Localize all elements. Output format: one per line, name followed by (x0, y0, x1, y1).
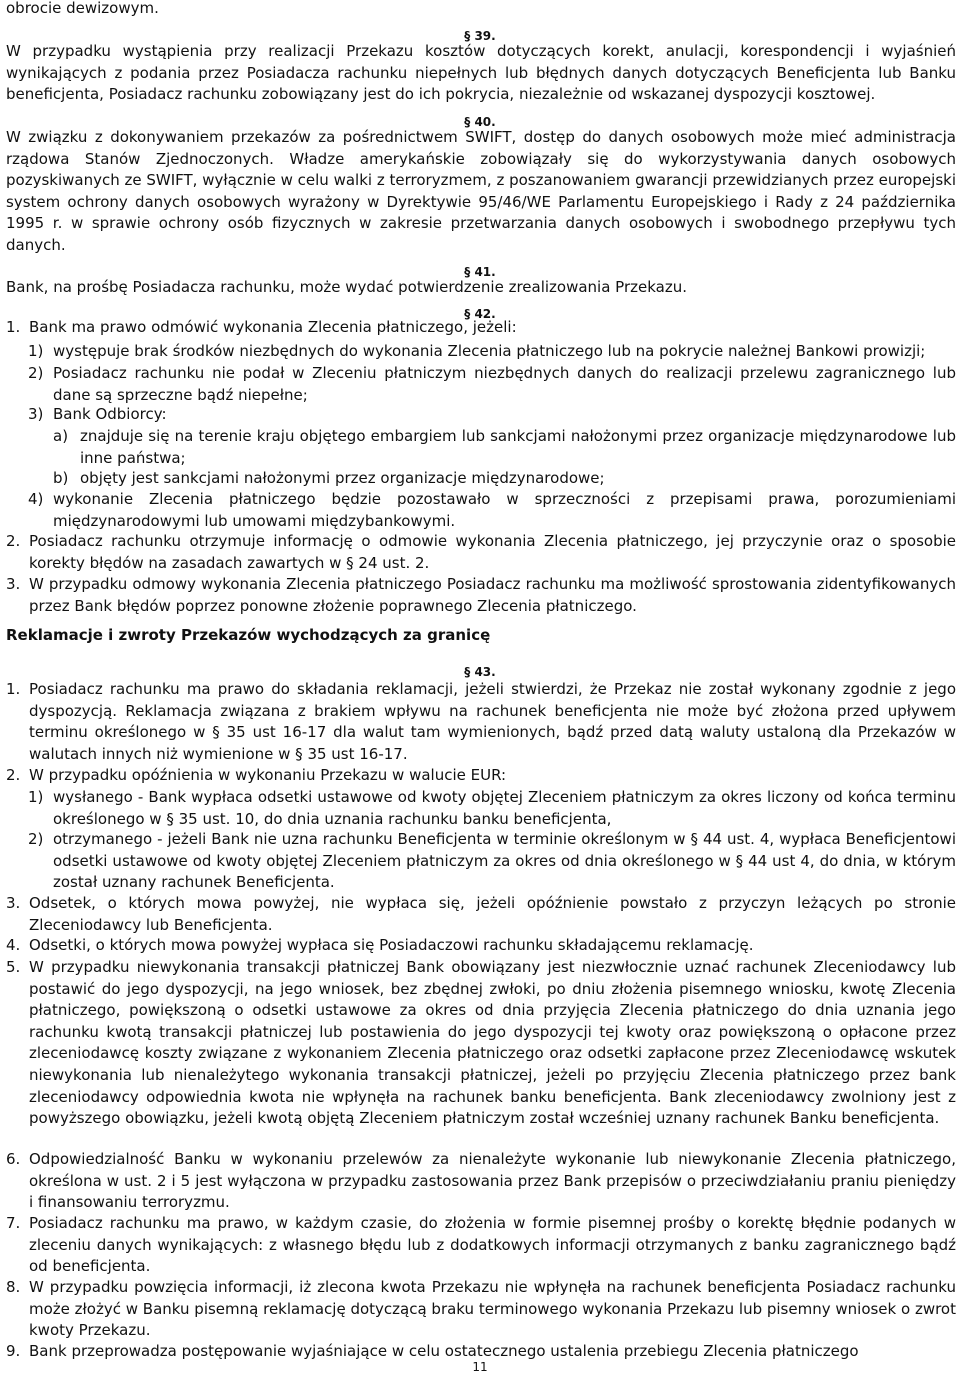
section-41-label: § 41. (464, 265, 496, 279)
section-42-item-3-text: W przypadku odmowy wykonania Zlecenia płatniczego Posiadacz rachunku ma możliwość sprostowania zidentyfikowanych przez Bank błędów poprzez ponowne złożenie poprawnego Zlecenia płatniczego. (29, 575, 956, 615)
section-heading: Reklamacje i zwroty Przekazów wychodzących za granicę (6, 626, 491, 644)
section-43-label: § 43. (464, 665, 496, 679)
paragraph-continuation: obrocie dewizowym. (6, 0, 159, 17)
section-42-label: § 42. (464, 307, 496, 321)
section-42-sub-1-number: 1) (28, 342, 44, 360)
section-42-item-3-number: 3. (6, 575, 21, 593)
section-43-item-5-number: 5. (6, 958, 21, 976)
section-42-item-1-number: 1. (6, 318, 21, 336)
section-40-text: W związku z dokonywaniem przekazów za pośrednictwem SWIFT, dostęp do danych osobowych może mieć administracja rządowa Stanów Zjednoczonych. Władze amerykańskie zobowiązały się do wykorzystywania danych osobowych pozyskiwanych ze SWIFT, wyłącznie w celu walki z terroryzmem, z poszanowaniem gwarancji przewidzianych przez europejski system ochrony danych osobowych wyrażony w Dyrektywie 95/46/WE Parlamentu Europejskiego i Rady z 24 października 1995 r. w sprawie ochrony osób fizycznych w zakresie przetwarzania danych osobowych i swobodnego przepływu tych danych. (6, 128, 956, 254)
section-43-sub-1-number: 1) (28, 788, 44, 806)
section-42-sub-4-number: 4) (28, 490, 44, 508)
section-42-sub-3b-text: objęty jest sankcjami nałożonymi przez organizacje międzynarodowe; (80, 469, 605, 487)
page-number: 11 (472, 1360, 488, 1374)
section-43-item-7-number: 7. (6, 1214, 21, 1232)
section-43-item-3-number: 3. (6, 894, 21, 912)
section-43-item-2-text: W przypadku opóźnienia w wykonaniu Przekazu w walucie EUR: (29, 766, 507, 784)
section-43-sub-1-text: wysłanego - Bank wypłaca odsetki ustawowe od kwoty objętej Zleceniem płatniczym za okres liczony od końca terminu określonego w § 35 ust. 10, do dnia uznania rachunku banku beneficjenta, (53, 788, 956, 828)
section-43-item-9-text: Bank przeprowadza postępowanie wyjaśniające w celu ostatecznego ustalenia przebiegu Zlecenia płatniczego (29, 1342, 859, 1360)
section-43-item-8-text: W przypadku powzięcia informacji, iż zlecona kwota Przekazu nie wpłynęła na rachunek beneficjenta Posiadacz rachunku może złożyć w Banku pisemną reklamację dotyczącą braku terminowego wykonania Przekazu lub pisemny wniosek o zwrot kwoty Przekazu. (29, 1278, 956, 1340)
section-43-item-6-number: 6. (6, 1150, 21, 1168)
section-42-item-2-number: 2. (6, 532, 21, 550)
section-42-sub-1-text: występuje brak środków niezbędnych do wykonania Zlecenia płatniczego lub na pokrycie należnej Bankowi prowizji; (53, 342, 926, 360)
section-43-item-9-number: 9. (6, 1342, 21, 1360)
section-42-sub-4-text: wykonanie Zlecenia płatniczego będzie pozostawało w sprzeczności z przepisami prawa, porozumieniami międzynarodowymi lub umowami międzybankowymi. (53, 490, 956, 530)
section-41-text: Bank, na prośbę Posiadacza rachunku, może wydać potwierdzenie zrealizowania Przekazu. (6, 278, 687, 296)
section-42-sub-3a-text: znajduje się na terenie kraju objętego embargiem lub sankcjami nałożonymi przez organizacje międzynarodowe lub inne państwa; (80, 427, 956, 467)
section-43-item-4-text: Odsetki, o których mowa powyżej wypłaca się Posiadaczowi rachunku składającemu reklamację. (29, 936, 754, 954)
section-43-item-4-number: 4. (6, 936, 21, 954)
section-42-sub-2-text: Posiadacz rachunku nie podał w Zleceniu płatniczym niezbędnych danych do realizacji przelewu zagranicznego lub dane są sprzeczne bądź niepełne; (53, 364, 956, 404)
section-42-item-2-text: Posiadacz rachunku otrzymuje informację o odmowie wykonania Zlecenia płatniczego, jej przyczynie oraz o sposobie korekty błędów na zasadach zawartych w § 24 ust. 2. (29, 532, 956, 572)
section-42-item-1-text: Bank ma prawo odmówić wykonania Zlecenia płatniczego, jeżeli: (29, 318, 517, 336)
section-43-sub-2-number: 2) (28, 830, 44, 848)
section-42-sub-3-number: 3) (28, 405, 44, 423)
section-39-text: W przypadku wystąpienia przy realizacji Przekazu kosztów dotyczących korekt, anulacji, korespondencji i wyjaśnień wynikających z podania przez Posiadacza rachunku niepełnych lub błędnych danych dotyczących Beneficjenta lub Banku beneficjenta, Posiadacz rachunku zobowiązany jest do ich pokrycia, niezależnie od wskazanej dyspozycji kosztowej. (6, 42, 956, 104)
section-40-label: § 40. (464, 115, 496, 129)
section-42-sub-3a-letter: a) (53, 427, 69, 445)
section-43-item-3-text: Odsetek, o których mowa powyżej, nie wypłaca się, jeżeli opóźnienie powstało z przyczyn leżących po stronie Zleceniodawcy lub Beneficjenta. (29, 894, 956, 934)
section-39-label: § 39. (464, 29, 496, 43)
section-43-item-1-number: 1. (6, 680, 21, 698)
section-43-item-7-text: Posiadacz rachunku ma prawo, w każdym czasie, do złożenia w formie pisemnej prośby o korektę błędnie podanych w zleceniu danych wynikających: z własnego błędu lub z dodatkowych informacji otrzymanych z banku zagranicznego bądź od beneficjenta. (29, 1214, 956, 1276)
section-42-sub-3-text: Bank Odbiorcy: (53, 405, 167, 423)
section-43-sub-2-text: otrzymanego - jeżeli Bank nie uzna rachunku Beneficjenta w terminie określonym w § 44 ust. 4, wypłaca Beneficjentowi odsetki ustawowe od kwoty objętej Zleceniem płatniczym za okres od dnia określonego w § 44 ust 4, do dnia, w którym został uznany rachunek Beneficjenta. (53, 830, 956, 892)
section-43-item-2-number: 2. (6, 766, 21, 784)
section-43-item-1-text: Posiadacz rachunku ma prawo do składania reklamacji, jeżeli stwierdzi, że Przekaz nie został wykonany zgodnie z jego dyspozycją. Reklamacja związana z brakiem wpływu na rachunek beneficjenta nie może być złożona przed upływem terminu określonego w § 35 ust 16-17 dla walut tam wymienionych, bądź przed datą waluty ustaloną dla Przekazów w walutach innych niż wymienione w § 35 ust 16-17. (29, 680, 956, 763)
section-42-sub-2-number: 2) (28, 364, 44, 382)
section-43-item-5-text: W przypadku niewykonania transakcji płatniczej Bank obowiązany jest niezwłocznie uznać rachunek Zleceniodawcy lub postawić do jego dyspozycji, na jego wniosek, bez zbędnej zwłoki, po dniu złożenia pisemnego wniosku, kwotę Zlecenia płatniczego, powiększoną o odsetki ustawowe za okres od dnia przyjęcia Zlecenia płatniczego do dnia uznania jego rachunku kwotą transakcji płatniczej lub postawienia do jego dyspozycji tej kwoty oraz powiększoną o opłacone przez zleceniodawcę koszty związane z wykonaniem Zlecenia płatniczego oraz odsetki zapłacone przez Zleceniodawcę wskutek niewykonania lub nienależytego wykonania transakcji płatniczej, jeżeli po przyjęciu Zlecenia płatniczego przez bank zleceniodawcy odpowiednia kwota nie wpłynęła na rachunek banku beneficjenta. Bank zleceniodawcy zwolniony jest z powyższego obowiązku, jeżeli kwotą objętą Zleceniem płatniczym został wcześniej uznany rachunek Banku beneficjenta. (29, 958, 956, 1128)
section-43-item-6-text: Odpowiedzialność Banku w wykonaniu przelewów za nienależyte wykonanie lub niewykonanie Zlecenia płatniczego, określona w ust. 2 i 5 jest wyłączona w przypadku zastosowania przez Bank przepisów o przeciwdziałaniu praniu pieniędzy i finansowaniu terroryzmu. (29, 1150, 956, 1212)
section-43-item-8-number: 8. (6, 1278, 21, 1296)
section-42-sub-3b-letter: b) (53, 469, 69, 487)
